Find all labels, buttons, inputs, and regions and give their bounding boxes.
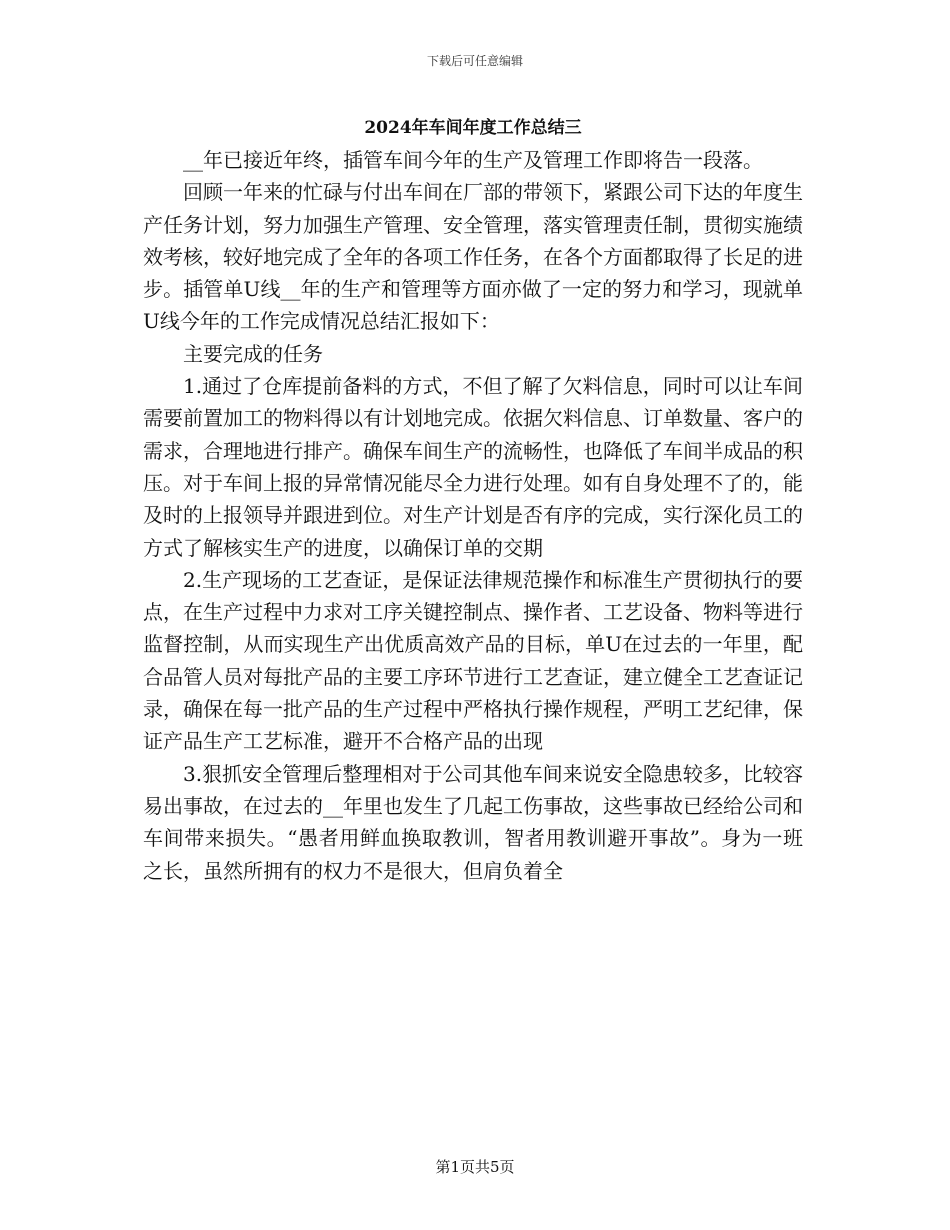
document-body: [143, 112, 803, 887]
document-title: 2024年车间年度工作总结三: [364, 118, 582, 138]
paragraph-task-3: 3.狠抓安全管理后整理相对于公司其他车间来说安全隐患较多，比较容易出事故，在过去的__年里也发生了几起工伤事故，这些事故已经给公司和车间带来损失。“愚者用鲜血换取教训，智者用教训避开事故”。身为一班之长，虽然所拥有的权力不是很大，但肩负着全: [143, 761, 803, 883]
page-header-note: 下载后可任意编辑: [426, 54, 523, 68]
paragraph-review: 回顾一年来的忙碌与付出车间在厂部的带领下，紧跟公司下达的年度生产任务计划，努力加强生产管理、安全管理，落实管理责任制，贯彻实施绩效考核，较好地完成了全年的各项工作任务，在各个方面都取得了长足的进步。插管单U线__年的生产和管理等方面亦做了一定的努力和学习，现就单U线今年的工作完成情况总结汇报如下：: [143, 180, 803, 334]
paragraph-task-2: 2.生产现场的工艺查证，是保证法律规范操作和标准生产贯彻执行的要点，在生产过程中力求对工序关键控制点、操作者、工艺设备、物料等进行监督控制，从而实现生产出优质高效产品的目标，单U在过去的一年里，配合品管人员对每批产品的主要工序环节进行工艺查证，建立健全工艺查证记录，确保在每一批产品的生产过程中严格执行操作规程，严明工艺纪律，保证产品生产工艺标准，避开不合格产品的出现: [143, 567, 803, 754]
paragraph-task-1: 1.通过了仓库提前备料的方式，不但了解了欠料信息，同时可以让车间需要前置加工的物料得以有计划地完成。依据欠料信息、订单数量、客户的需求，合理地进行排产。确保车间生产的流畅性，也降低了车间半成品的积压。对于车间上报的异常情况能尽全力进行处理。如有自身处理不了的，能及时的上报领导并跟进到位。对生产计划是否有序的完成，实行深化员工的方式了解核实生产的进度，以确保订单的交期: [143, 374, 803, 560]
paragraph-intro: __年已接近年终，插管车间今年的生产及管理工作即将告一段落。: [183, 148, 763, 172]
section-heading-main-tasks: 主要完成的任务: [183, 341, 323, 366]
page-footer-number: 第1页共5页: [435, 1158, 515, 1176]
